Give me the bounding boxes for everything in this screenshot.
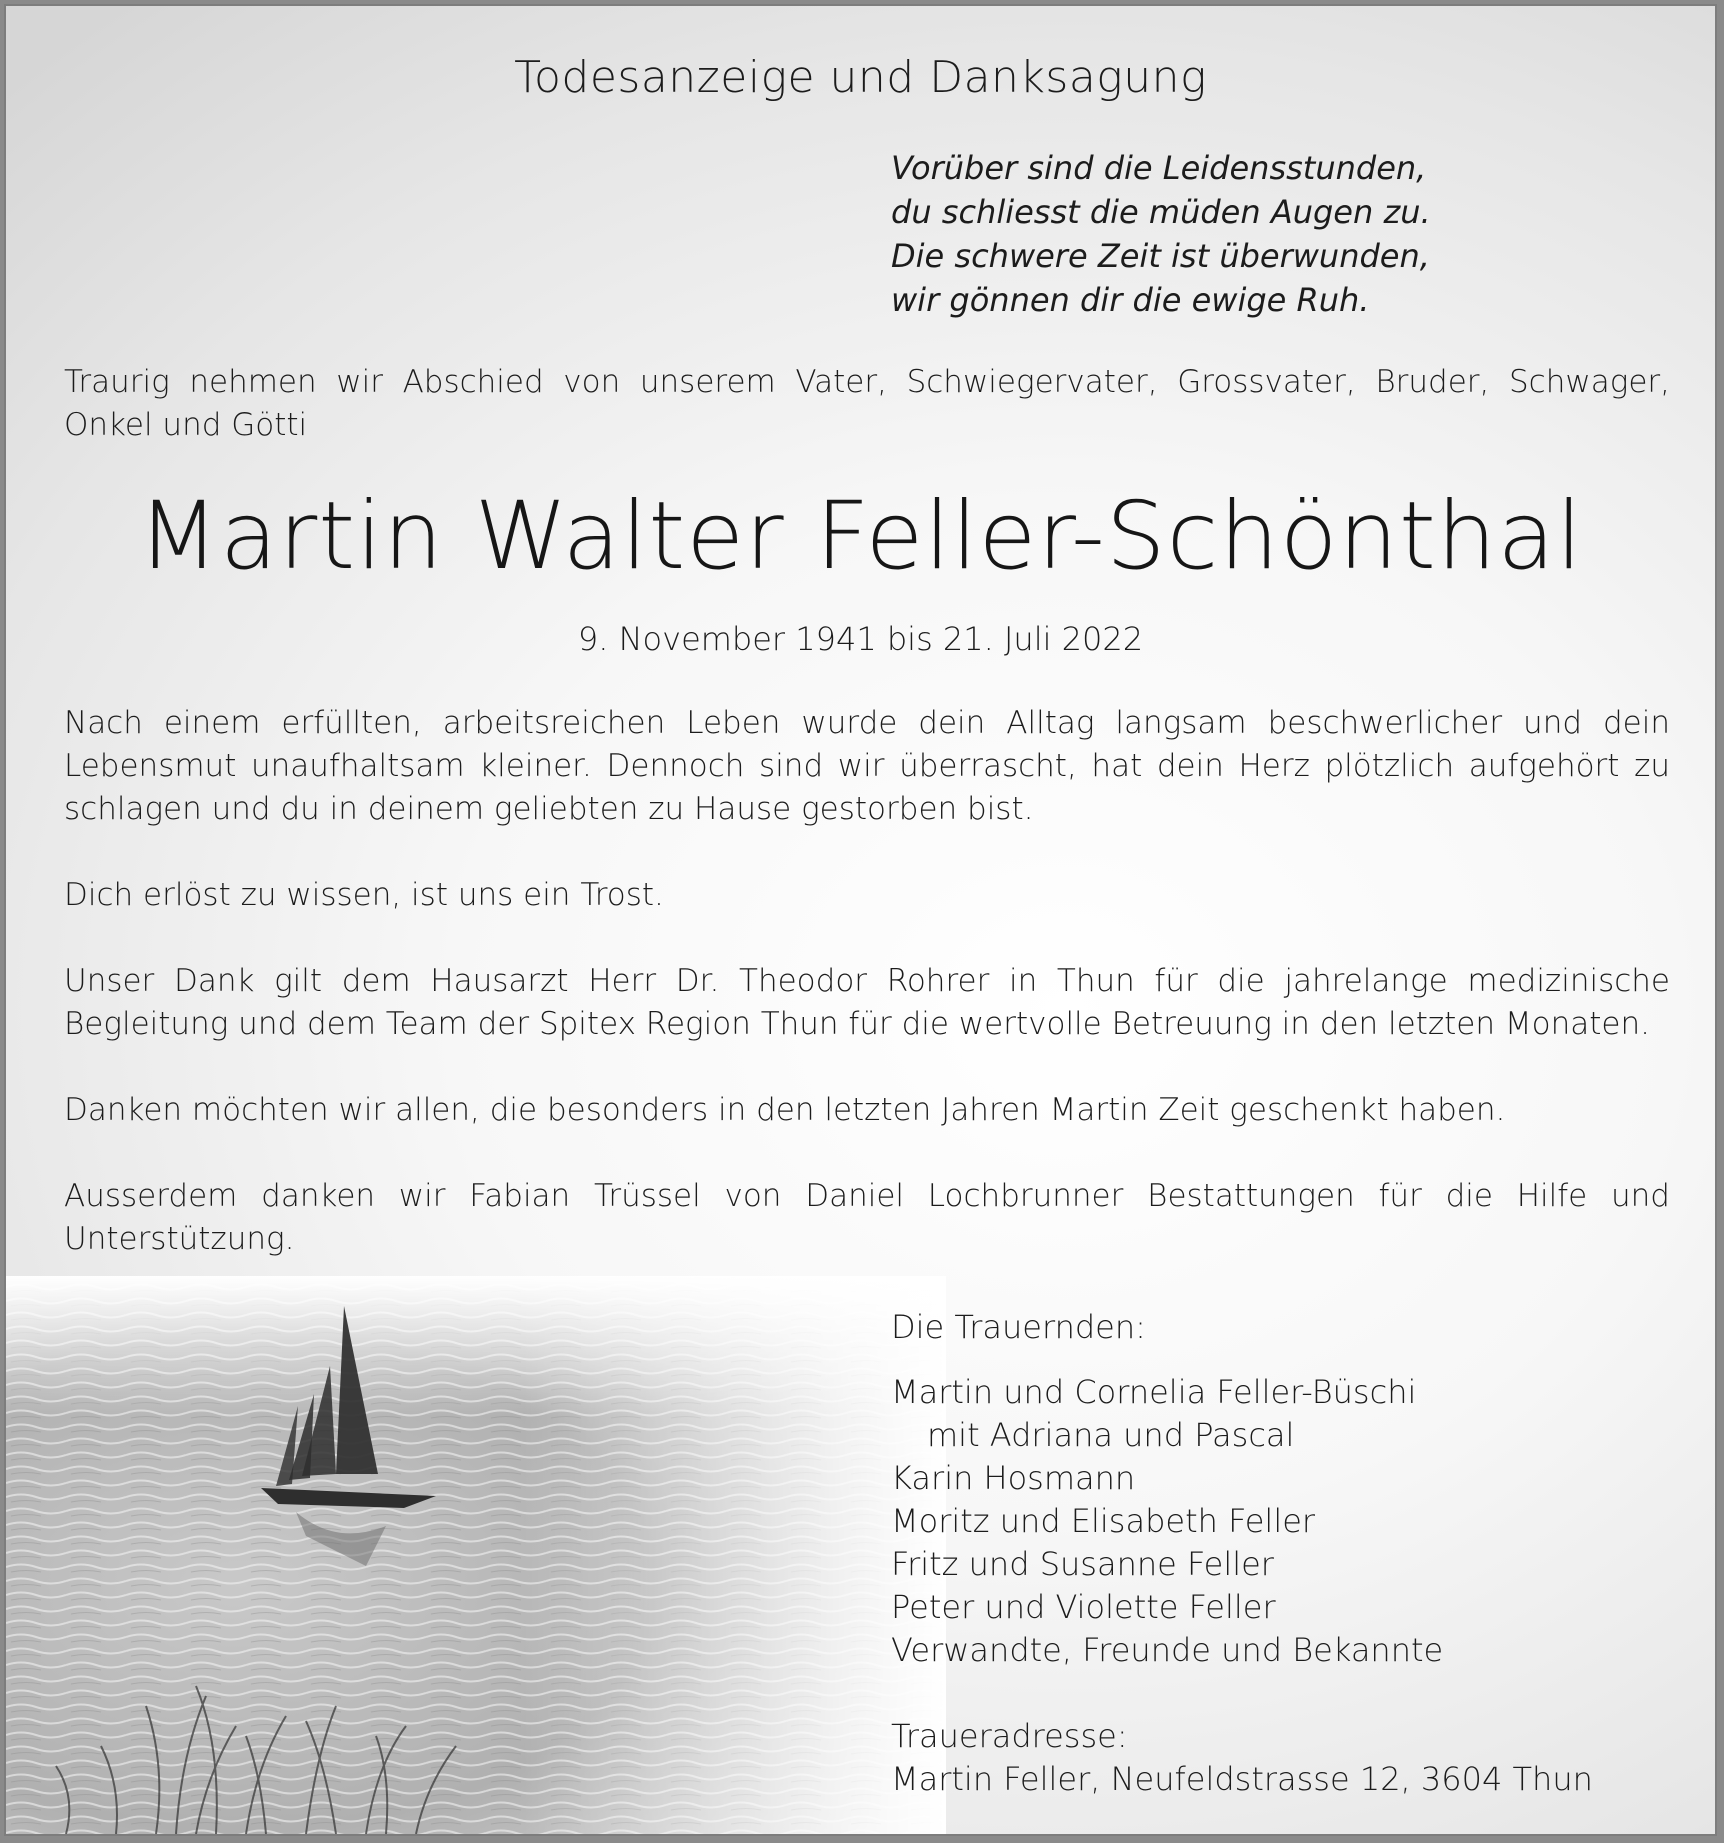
poem-line: du schliesst die müden Augen zu. [891, 193, 1431, 231]
body-paragraph: Dich erlöst zu wissen, ist uns ein Trost. [64, 877, 664, 913]
poem-line: Die schwere Zeit ist überwunden, [891, 237, 1430, 275]
poem [891, 146, 1431, 322]
mourner-entry: Peter und Violette Feller [891, 1588, 1276, 1626]
intro-text: Traurig nehmen wir Abschied von unserem Vater, Schwiegervater, Grossvater, Bruder, Schwager, Onkel und Götti [64, 364, 1670, 443]
mourner-entry: Moritz und Elisabeth Feller [891, 1502, 1316, 1540]
page-title: Todesanzeige und Danksagung [514, 52, 1207, 103]
mourners-heading: Die Trauernden: [891, 1308, 1146, 1346]
lake-water [6, 1276, 946, 1834]
mourner-entry: Karin Hosmann [891, 1459, 1136, 1497]
deceased-name: Martin Walter Feller-Schönthal [137, 482, 1584, 591]
obituary-page [4, 4, 1717, 1836]
sailboat-lake-photo [6, 6, 1715, 1834]
body-paragraph: Nach einem erfüllten, arbeitsreichen Leben wurde dein Alltag langsam beschwerlicher und dein Lebensmut unaufhaltsam kleiner. Dennoch sind wir überrascht, hat dein Herz plötzlich aufgehört zu schlagen und du in deinem geliebten zu Hause gestorben bist. [64, 705, 1670, 827]
mourner-entry: Verwandte, Freunde und Bekannte [891, 1631, 1444, 1669]
body-paragraph: Ausserdem danken wir Fabian Trüssel von Daniel Lochbrunner Bestattungen für die Hilfe und Unterstützung. [64, 1178, 1670, 1257]
poem-line: wir gönnen dir die ewige Ruh. [891, 281, 1370, 319]
mourner-entry: mit Adriana und Pascal [927, 1416, 1295, 1454]
address-line: Martin Feller, Neufeldstrasse 12, 3604 Thun [891, 1760, 1593, 1798]
poem-line: Vorüber sind die Leidensstunden, [891, 149, 1427, 187]
mourner-entry: Martin und Cornelia Feller-Büschi [891, 1373, 1417, 1411]
mourner-entry: Fritz und Susanne Feller [891, 1545, 1274, 1583]
body-paragraph: Unser Dank gilt dem Hausarzt Herr Dr. Theodor Rohrer in Thun für die jahrelange medizinische Begleitung und dem Team der Spitex Region Thun für die wertvolle Betreuung in den letzten Monaten. [64, 963, 1670, 1042]
life-dates: 9. November 1941 bis 21. Juli 2022 [577, 620, 1144, 658]
address-heading: Traueradresse: [891, 1717, 1128, 1755]
body-paragraph: Danken möchten wir allen, die besonders in den letzten Jahren Martin Zeit geschenkt haben. [64, 1092, 1506, 1128]
